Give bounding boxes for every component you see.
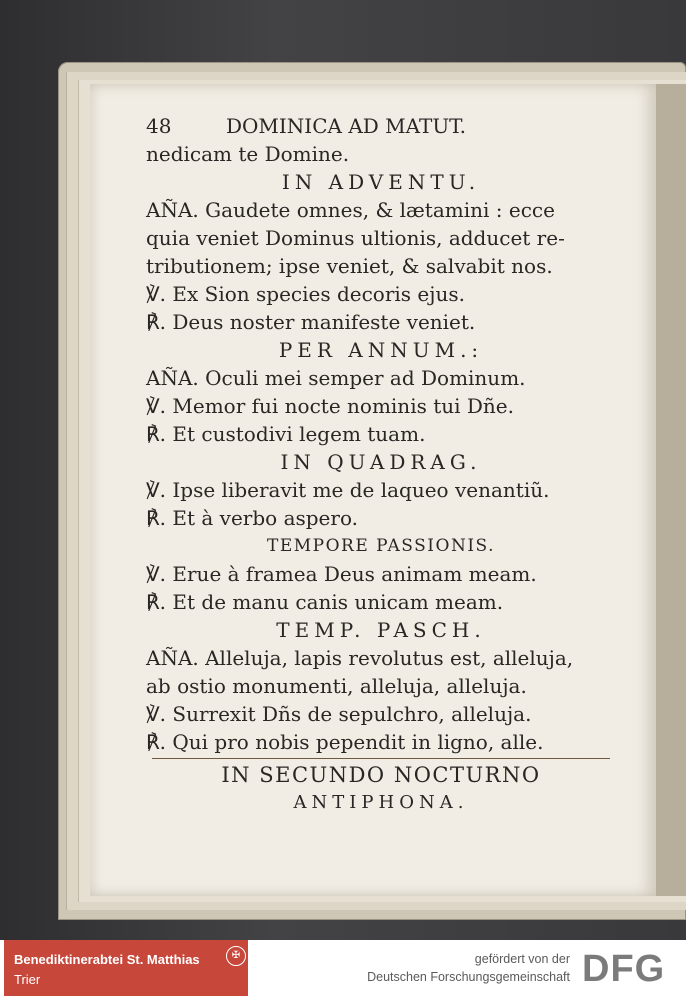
section-subtitle: ANTIPHONA. (293, 792, 469, 813)
text-line: ℟. Et à verbo aspero. (146, 506, 359, 530)
text-line: ℟. Et custodivi legem tuam. (146, 422, 426, 446)
page-number: 48 (146, 114, 172, 138)
body-lines (146, 140, 616, 756)
institution-city: Trier (14, 972, 41, 987)
section-heading: TEMPORE PASSIONIS. (267, 536, 495, 556)
text-line: ab ostio monumenti, alleluja, alleluja. (146, 674, 527, 698)
seal-icon: ✠ (226, 946, 246, 966)
text-line: ℣. Erue à framea Deus animam meam. (146, 562, 537, 586)
text-line: ℣. Memor fui nocte nominis tui Dñe. (146, 394, 514, 418)
section-heading: TEMP. PASCH. (276, 618, 486, 642)
funding-note (300, 950, 570, 986)
section-title: IN SECUNDO NOCTURNO (221, 763, 541, 787)
page-text (146, 112, 616, 817)
running-header (146, 112, 616, 140)
text-line: tributionem; ipse veniet, & salvabit nos. (146, 254, 553, 278)
text-line: ℟. Qui pro nobis pependit in ligno, alle. (146, 730, 544, 754)
running-head-title: DOMINICA AD MATUT. (226, 114, 466, 138)
footer-bar (0, 940, 686, 1000)
dfg-logo[interactable]: DFG (582, 948, 666, 990)
section-heading: IN ADVENTU. (281, 170, 481, 194)
text-line: ℟. Deus noster manifeste veniet. (146, 310, 476, 334)
text-line: AÑA. Oculi mei semper ad Dominum. (146, 366, 526, 390)
institution-name: Benediktinerabtei St. Matthias (14, 952, 200, 967)
text-line: ℟. Et de manu canis unicam meam. (146, 590, 504, 614)
text-line: nedicam te Domine. (146, 142, 350, 166)
section-rule (152, 758, 610, 759)
text-line: ℣. Surrexit Dñs de sepulchro, alleluja. (146, 702, 532, 726)
section-heading: IN QUADRAG. (280, 450, 482, 474)
text-line: quia veniet Dominus ultionis, adducet re- (146, 226, 565, 250)
institution-badge[interactable] (4, 940, 248, 996)
funding-line-2: Deutschen Forschungsgemeinschaft (367, 970, 570, 984)
funding-line-1: gefördert von der (474, 952, 570, 966)
facing-page-edge (655, 84, 686, 896)
text-line: AÑA. Alleluja, lapis revolutus est, alleluja, (146, 646, 574, 670)
text-line: ℣. Ex Sion species decoris ejus. (146, 282, 465, 306)
text-line: AÑA. Gaudete omnes, & lætamini : ecce (146, 198, 555, 222)
text-line: ℣. Ipse liberavit me de laqueo venantiũ. (146, 478, 550, 502)
section-heading: PER ANNUM.: (278, 338, 484, 362)
